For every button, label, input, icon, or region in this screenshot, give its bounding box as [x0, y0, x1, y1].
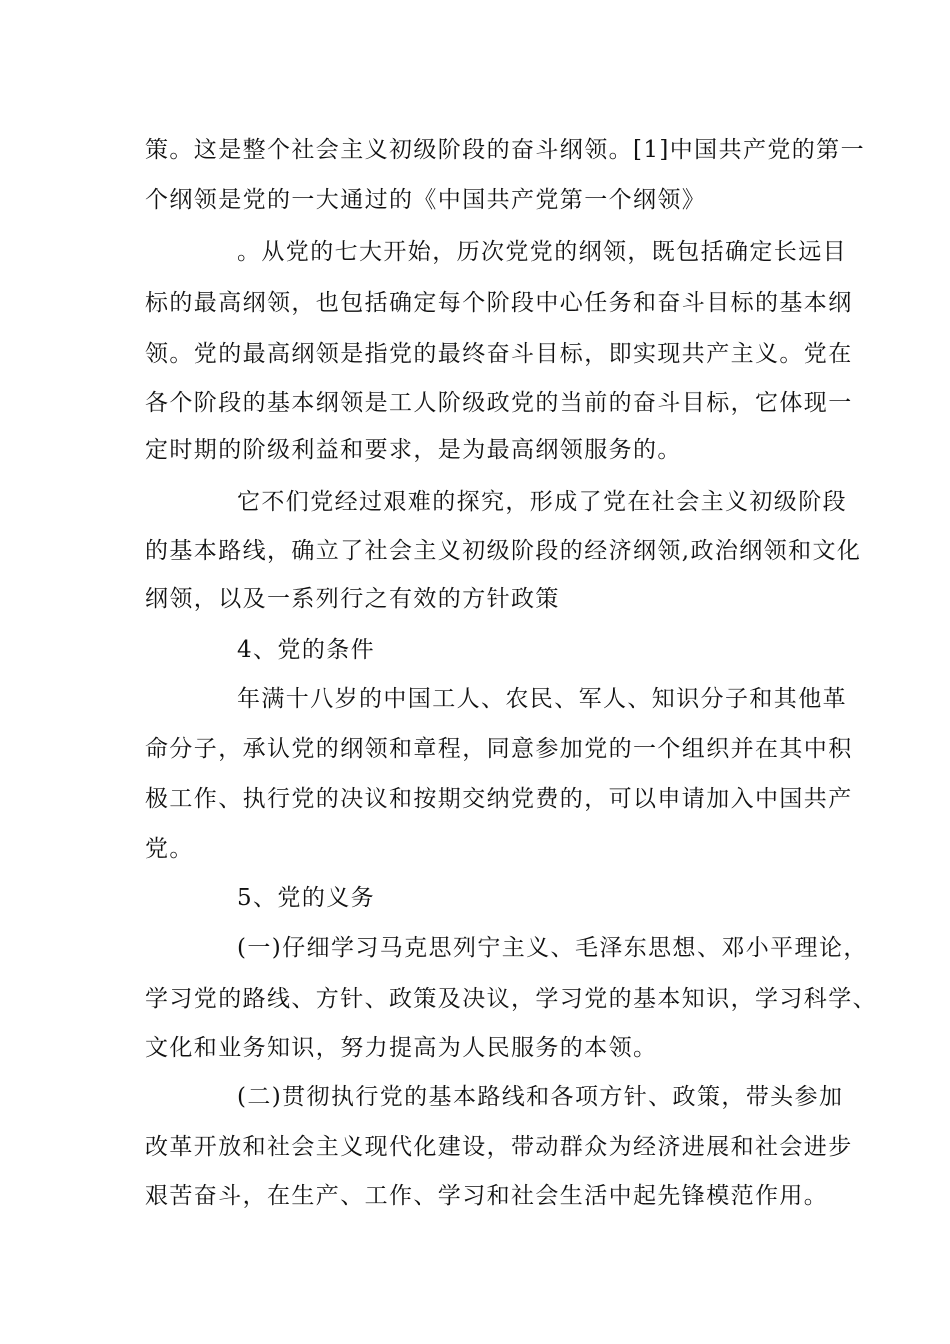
text-line-20: (二)贯彻执行党的基本路线和各项方针、政策，带头参加	[237, 1084, 844, 1110]
section-heading-4: 4、党的条件	[237, 637, 376, 663]
text-line-8: 它不们党经过艰难的探究，形成了党在社会主义初级阶段	[237, 489, 847, 515]
text-line-9: 的基本路线，确立了社会主义初级阶段的经济纲领,政治纲领和文化	[145, 538, 862, 564]
text-line-18: 学习党的路线、方针、政策及决议，学习党的基本知识，学习科学、	[145, 986, 877, 1012]
text-line-14: 极工作、执行党的决议和按期交纳党费的，可以申请加入中国共产	[145, 786, 853, 812]
text-line-17: (一)仔细学习马克思列宁主义、毛泽东思想、邓小平理论，	[237, 935, 868, 961]
text-line-13: 命分子，承认党的纲领和章程，同意参加党的一个组织并在其中积	[145, 736, 853, 762]
text-line-21: 改革开放和社会主义现代化建设，带动群众为经济进展和社会进步	[145, 1134, 853, 1160]
text-line-5: 领。党的最高纲领是指党的最终奋斗目标，即实现共产主义。党在	[145, 341, 853, 367]
text-line-12: 年满十八岁的中国工人、农民、军人、知识分子和其他革	[237, 686, 847, 712]
text-line-2: 个纲领是党的一大通过的《中国共产党第一个纲领》	[145, 187, 707, 213]
text-line-19: 文化和业务知识，努力提高为人民服务的本领。	[145, 1035, 658, 1061]
text-line-4: 标的最高纲领，也包括确定每个阶段中心任务和奋斗目标的基本纲	[145, 290, 853, 316]
text-line-6: 各个阶段的基本纲领是工人阶级政党的当前的奋斗目标，它体现一	[145, 390, 853, 416]
text-line-7: 定时期的阶级利益和要求，是为最高纲领服务的。	[145, 437, 682, 463]
text-line-1: 策。这是整个社会主义初级阶段的奋斗纲领。[1]中国共产党的第一	[145, 137, 865, 163]
text-line-10: 纲领，以及一系列行之有效的方针政策	[145, 586, 560, 612]
text-line-3: 。从党的七大开始，历次党党的纲领，既包括确定长远目	[237, 239, 847, 265]
text-line-15: 党。	[145, 836, 194, 862]
text-line-22: 艰苦奋斗，在生产、工作、学习和社会生活中起先锋模范作用。	[145, 1183, 829, 1209]
section-heading-5: 5、党的义务	[237, 885, 376, 911]
